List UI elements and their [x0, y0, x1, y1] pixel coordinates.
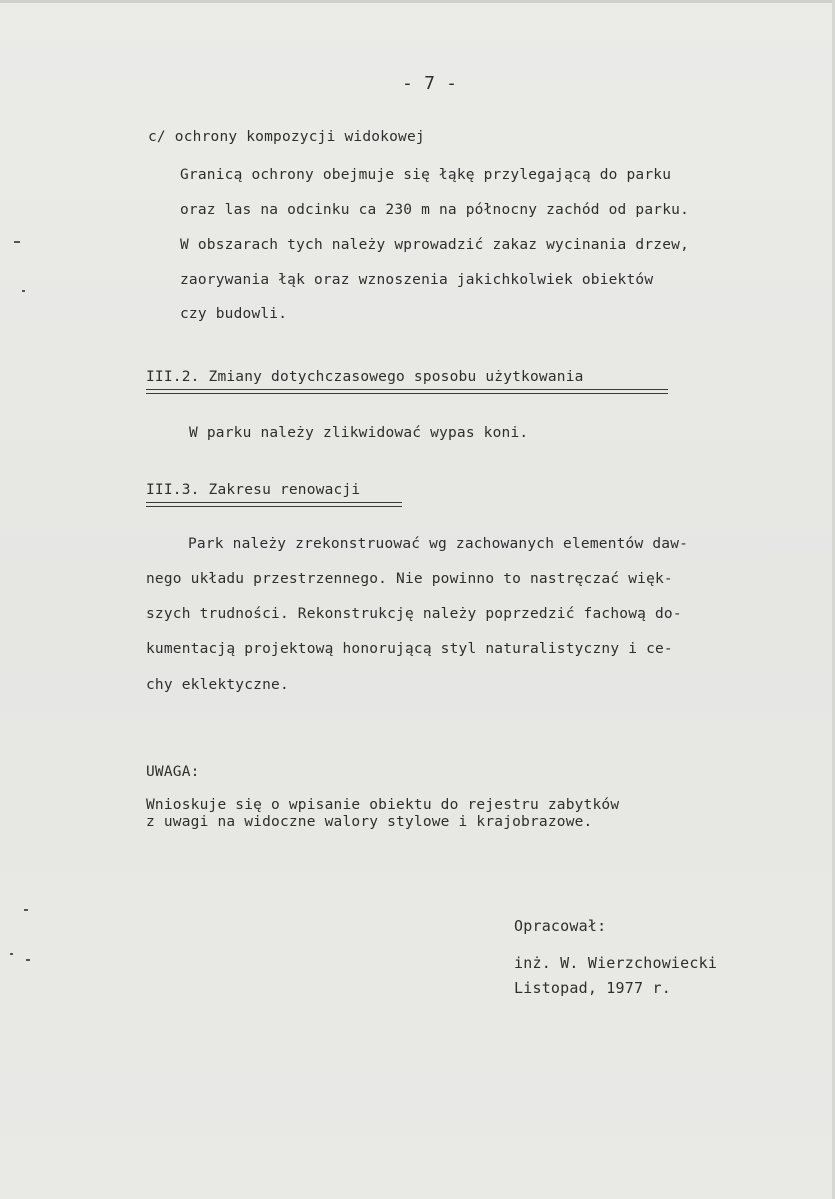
section-c-line: oraz las na odcinku ca 230 m na północny zachód od parku. [180, 202, 689, 218]
section-iii3-line: kumentacją projektową honorującą styl naturalistyczny i ce- [146, 641, 673, 657]
section-iii3-underline [146, 506, 402, 507]
section-iii3-line: nego układu przestrzennego. Nie powinno to nastręczać więk- [146, 571, 673, 587]
section-c-heading: c/ ochrony kompozycji widokowej [148, 129, 425, 145]
section-c-line: W obszarach tych należy wprowadzić zakaz wycinania drzew, [180, 237, 689, 253]
section-c-line: Granicą ochrony obejmuje się łąkę przylegającą do parku [180, 167, 672, 183]
note-label: UWAGA: [146, 764, 200, 780]
page-number: - 7 - [402, 73, 458, 94]
section-iii3-line: Park należy zrekonstruować wg zachowanych elementów daw- [188, 536, 689, 552]
section-iii3-underline [146, 502, 402, 503]
note-line: Wnioskuje się o wpisanie obiektu do rejestru zabytków [146, 797, 620, 813]
author-name: inż. W. Wierzchowiecki [514, 954, 718, 972]
section-c-line: zaorywania łąk oraz wznoszenia jakichkolwiek obiektów [180, 272, 654, 288]
margin-mark [22, 290, 25, 292]
margin-mark [14, 241, 20, 243]
section-iii3-line: szych trudności. Rekonstrukcję należy poprzedzić fachową do- [146, 606, 682, 622]
section-iii2-underline [146, 389, 668, 390]
margin-mark [24, 909, 28, 911]
margin-mark [10, 953, 13, 955]
section-iii3-heading: III.3. Zakresu renowacji [146, 482, 361, 498]
section-iii2-heading: III.2. Zmiany dotychczasowego sposobu użytkowania [146, 369, 584, 385]
section-iii2-text: W parku należy zlikwidować wypas koni. [189, 425, 529, 441]
note-line: z uwagi na widoczne walory stylowe i krajobrazowe. [146, 814, 593, 830]
section-iii2-underline [146, 393, 668, 394]
section-iii3-line: chy eklektyczne. [146, 677, 289, 693]
page-edge-top [0, 0, 835, 3]
prepared-by-label: Opracował: [514, 917, 607, 935]
section-c-line: czy budowli. [180, 306, 288, 322]
margin-mark [26, 959, 30, 961]
document-date: Listopad, 1977 r. [514, 979, 671, 997]
